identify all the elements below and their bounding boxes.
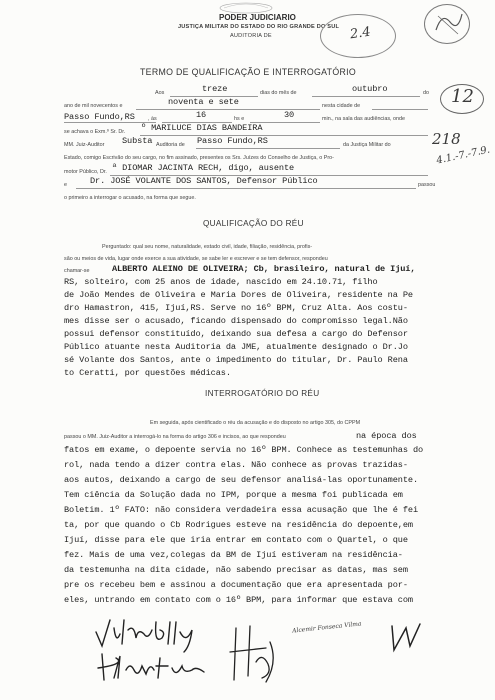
qualificacao-line-3: de João Mendes de Oliveira e Maria Dores de Oliveira, residente na Pe xyxy=(64,290,413,300)
stamp-number: 2.4 xyxy=(349,24,372,43)
interrogatorio-p1: Em seguida, após cientificado o réu da acusação e do disposto no artigo 305, do CPPM xyxy=(150,420,361,426)
intro-e: e xyxy=(64,182,67,188)
signature-4: Alcemir Fonseca Vilma xyxy=(291,620,362,635)
qualificacao-line-1: ALBERTO ALEINO DE OLIVEIRA; Cb, brasileiro, natural de Ijuí, xyxy=(112,264,416,274)
signature-5 xyxy=(386,616,426,656)
qualificacao-line-8: sé Volante dos Santos, ante o impedimento do titular, Dr. Paulo Rena xyxy=(64,355,408,365)
interrogatorio-line-3: aos autos, deixando a cargo de seu defensor analisá-las oportunamente. xyxy=(64,475,418,485)
qualificacao-chamar-se: chamar-se xyxy=(64,268,90,274)
interrogatorio-line-5: Boletim. 1º FATO: não considera verdadeira essa acusação que lhe é fei xyxy=(64,505,418,515)
interrogatorio-line-1: fatos em exame, o depoente servia no 16º BPM. Conhece as testemunhas do xyxy=(64,445,424,455)
intro-minutes: 30 xyxy=(284,110,295,120)
intro-hs: hs e xyxy=(234,116,245,122)
intro-month: outubro xyxy=(352,84,388,94)
intro-sala: min., na sala das audiências, onde xyxy=(322,116,406,122)
intro-passou: passou xyxy=(418,182,436,188)
qualificacao-heading: QUALIFICAÇÃO DO RÉU xyxy=(203,219,304,228)
interrogatorio-p2: passou o MM. Juiz-Auditor a interrogá-lo na forma do artigo 306 e incisos, ao que respondeu xyxy=(64,434,286,440)
interrogatorio-line-9: da testemunha na dita cidade, não sabendo precisar as datas, mas sem xyxy=(64,565,408,575)
intro-judge: º MARILUCE DIAS BANDEIRA xyxy=(141,123,263,133)
interrogatorio-line-11: eles, untrando em contato com o 16º BPM, para informar que estava com xyxy=(64,595,413,605)
margin-number: 218 xyxy=(432,130,461,148)
agency-name: JUSTIÇA MILITAR DO ESTADO DO RIO GRANDE DO SUL xyxy=(178,24,340,30)
interrogatorio-line-4: Tem ciência da Solução dada no IPM, porque a mesma foi publicada em xyxy=(64,490,403,500)
intro-ano-label: ano de mil novecentos e xyxy=(64,103,123,109)
qualificacao-pergunta-1: Perguntado: qual seu nome, naturalidade, estado civil, idade, filiação, residência, profis- xyxy=(102,244,313,250)
intro-exm-label: se achava o Exm.º Sr. Dr. xyxy=(64,129,126,135)
document-title: TERMO DE QUALIFICAÇÃO E INTERROGATÓRIO xyxy=(140,67,357,77)
scribble-mark xyxy=(432,8,466,38)
intro-estado-line: Estado, comigo Escrivão do seu cargo, no fim assinado, presentes os Srs. Juízes do Conselho de Justiça, o Pro- xyxy=(64,155,334,161)
intro-year: noventa e sete xyxy=(168,97,239,107)
margin-note: 4.1.-7.-7.9. xyxy=(435,144,492,167)
interrogatorio-line-2: rol, nada tendo a dizer contra elas. Não conhece as provas trazidas- xyxy=(64,460,408,470)
intro-promotor: ª DIOMAR JACINTA RECH, digo, ausente xyxy=(112,163,295,173)
intro-city: Passo Fundo,RS xyxy=(64,112,135,122)
qualificacao-line-4: dro Hamastron, 415, Ijuí,RS. Serve no 16º BPM, Cruz Alta. Aos costu- xyxy=(64,303,408,313)
intro-cidade-label: nesta cidade de xyxy=(322,103,361,109)
interrogatorio-p2-typed: na época dos xyxy=(356,431,417,441)
page-number: 12 xyxy=(451,86,474,107)
interrogatorio-line-6: ta, por que quando o Cb Rodrigues esteve na residência do depoente,em xyxy=(64,520,413,530)
intro-day: treze xyxy=(202,84,228,94)
qualificacao-pergunta-2: são ou meios de vida, lugar onde exerce a sua atividade, se sabe ler e escrever e se tem defensor, respondeu xyxy=(64,256,328,262)
intro-defensor: Dr. JOSÉ VOLANTE DOS SANTOS, Defensor Público xyxy=(90,176,318,186)
interrogatorio-line-8: fez. Mais de uma vez,colegas da BM de Ijuí estiveram na residência- xyxy=(64,550,403,560)
qualificacao-line-9: to Ceratti, por questões médicas. xyxy=(64,368,231,378)
intro-hour: 16 xyxy=(196,110,207,120)
intro-primeiro: o primeiro a interrogar o acusado, na forma que segue. xyxy=(64,195,196,201)
intro-do: do xyxy=(423,90,429,96)
intro-auditoria-label: Auditoria de xyxy=(156,142,185,148)
intro-mes-label: dias do mês de xyxy=(260,90,297,96)
intro-juiz-label: MM. Juiz-Auditor xyxy=(64,142,105,148)
court-name: PODER JUDICIARIO xyxy=(219,13,296,22)
intro-auditoria-city: Passo Fundo,RS xyxy=(197,136,268,146)
signature-3 xyxy=(226,622,286,690)
qualificacao-line-7: Público atuante nesta Auditoria da JME, atualmente designado o Dr.Jo xyxy=(64,342,408,352)
signature-2 xyxy=(96,648,226,688)
intro-as: , às xyxy=(148,116,157,122)
intro-aos: Aos xyxy=(155,90,165,96)
qualificacao-line-6: possui defensor constituído, deixando sua defesa a cargo do Defensor xyxy=(64,329,408,339)
intro-justica-label: da Justiça Militar do xyxy=(343,142,391,148)
interrogatorio-line-10: pre os recebeu bem e assinou a documentação que era apresentada por- xyxy=(64,580,408,590)
interrogatorio-line-7: Ijuí, disse para ele que iria entrar em contato com o Quartel, o que xyxy=(64,535,408,545)
intro-promotor-label: motor Público, Dr. xyxy=(64,169,107,175)
qualificacao-line-5: mes disse ser o acusado, ficando dispensado do compromisso legal.Não xyxy=(64,316,408,326)
intro-role: Substa xyxy=(122,136,153,146)
qualificacao-line-2: RS, solteiro, com 25 anos de idade, nascido em 24.10.71, filho xyxy=(64,277,378,287)
interrogatorio-heading: INTERROGATÓRIO DO RÉU xyxy=(205,389,320,398)
auditoria-label: AUDITORIA DE xyxy=(230,33,272,39)
